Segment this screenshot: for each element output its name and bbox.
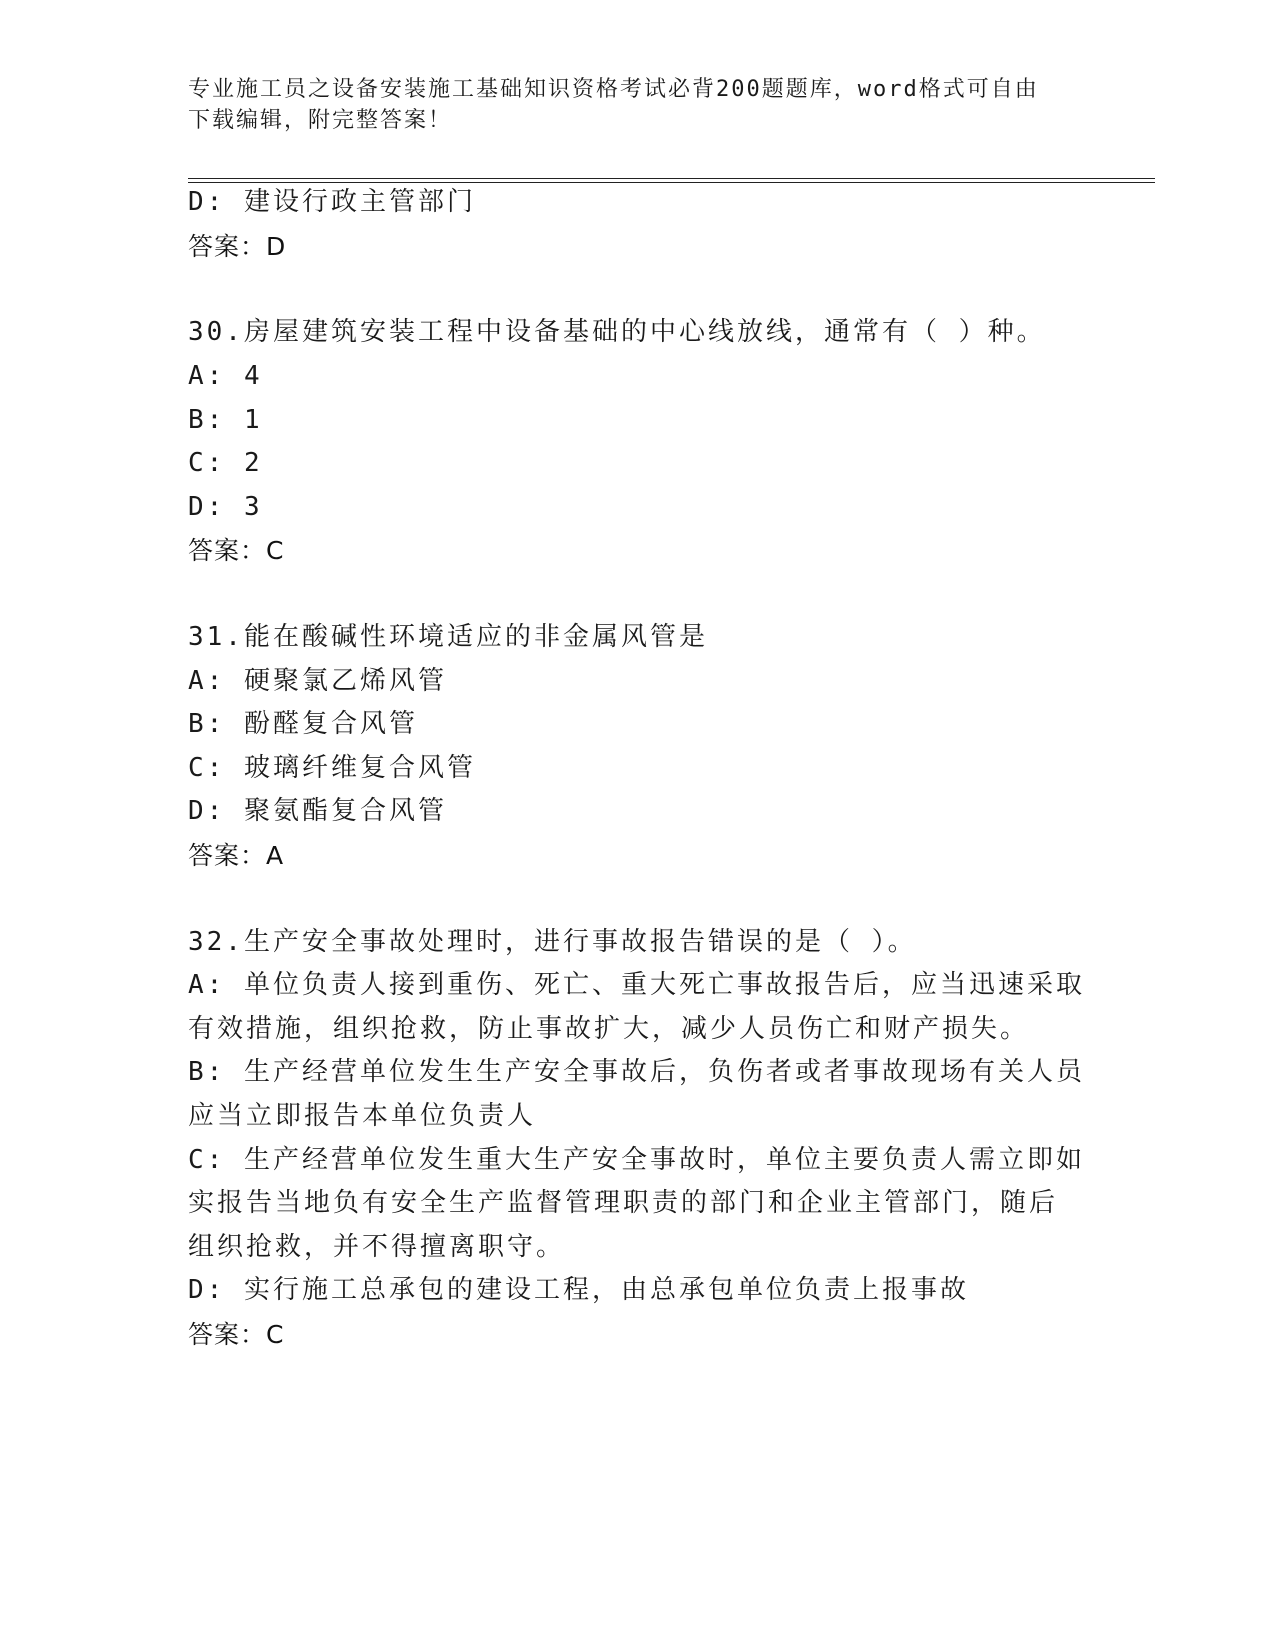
q32-option-d: D: 实行施工总承包的建设工程，由总承包单位负责上报事故	[188, 1275, 969, 1305]
q30-answer: 答案：C	[188, 536, 285, 565]
q32-option-c-line-1: C: 生产经营单位发生重大生产安全事故时，单位主要负责人需立即如	[188, 1145, 1085, 1175]
q32-stem: 32.生产安全事故处理时，进行事故报告错误的是（ ）。	[188, 927, 917, 957]
q31-option-b: B: 酚醛复合风管	[188, 709, 418, 739]
q32-option-b-line-2: 应当立即报告本单位负责人	[188, 1101, 537, 1131]
q30-stem: 30.房屋建筑安装工程中设备基础的中心线放线，通常有（ ）种。	[188, 317, 1046, 347]
q32-option-c-line-2: 实报告当地负有安全生产监督管理职责的部门和企业主管部门，随后	[188, 1188, 1059, 1218]
prev-answer: 答案：D	[188, 232, 287, 261]
q31-answer: 答案：A	[188, 841, 285, 870]
q31-option-c: C: 玻璃纤维复合风管	[188, 753, 476, 783]
q30-option-c: C: 2	[188, 448, 263, 478]
q30-option-d: D: 3	[188, 492, 263, 522]
q31-option-a: A: 硬聚氯乙烯风管	[188, 666, 447, 696]
q30-option-b: B: 1	[188, 405, 263, 435]
header-line-2: 下载编辑，附完整答案！	[188, 108, 453, 133]
q30-option-a: A: 4	[188, 361, 263, 391]
header-line-1: 专业施工员之设备安装施工基础知识资格考试必背200题题库，word格式可自由	[188, 77, 1039, 102]
document-header	[188, 74, 1068, 136]
q31-option-d: D: 聚氨酯复合风管	[188, 796, 447, 826]
q32-option-a-line-2: 有效措施，组织抢救，防止事故扩大，减少人员伤亡和财产损失。	[188, 1014, 1030, 1044]
q32-option-b-line-1: B: 生产经营单位发生生产安全事故后，负伤者或者事故现场有关人员	[188, 1057, 1085, 1087]
prev-option-d: D: 建设行政主管部门	[188, 187, 476, 217]
q31-stem: 31.能在酸碱性环境适应的非金属风管是	[188, 622, 708, 652]
q32-answer: 答案：C	[188, 1320, 285, 1349]
q32-option-c-line-3: 组织抢救，并不得擅离职守。	[188, 1232, 566, 1262]
q32-option-a-line-1: A: 单位负责人接到重伤、死亡、重大死亡事故报告后，应当迅速采取	[188, 970, 1085, 1000]
